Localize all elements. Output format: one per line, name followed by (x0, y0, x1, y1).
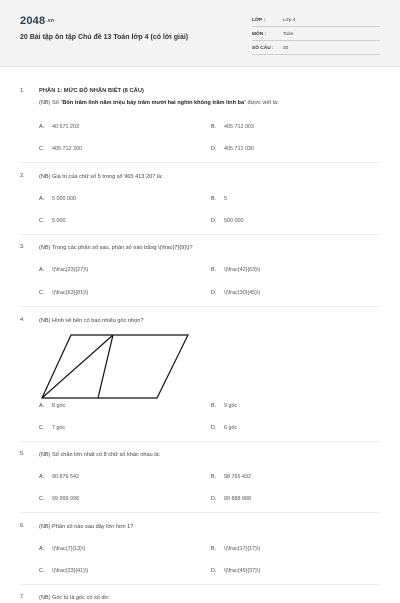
option-letter: A. (39, 267, 45, 273)
option-d[interactable] (211, 290, 260, 296)
option-a[interactable] (39, 124, 79, 130)
question-count-label: SỐ CÂU : (252, 46, 274, 51)
option-value: \(\frac{63}{81}\) (52, 290, 89, 296)
option-value: 6 góc (224, 425, 238, 431)
option-a[interactable] (39, 196, 76, 202)
question-text-suffix: ” được viết là: (244, 100, 279, 106)
option-value: 5 000 (52, 218, 66, 224)
section-title: PHẦN 1: MỨC ĐỘ NHẬN BIẾT (8 CÂU) (39, 88, 144, 94)
option-a[interactable] (39, 267, 88, 273)
option-b[interactable] (211, 196, 227, 202)
option-c[interactable] (39, 425, 65, 431)
option-value: \(\frac{30}{45}\) (224, 290, 261, 296)
divider (20, 441, 380, 442)
option-value: 99 999 998 (52, 496, 79, 502)
option-b[interactable] (211, 124, 254, 130)
option-letter: B. (211, 474, 217, 480)
option-value: 405 712 300 (52, 146, 82, 152)
option-a[interactable] (39, 403, 65, 409)
question-text: (NB) Trong các phân số sau, phân số nào bằng \(\frac{7}{9}\)? (39, 245, 193, 251)
option-c[interactable] (39, 568, 88, 574)
option-letter: B. (211, 124, 217, 130)
option-c[interactable] (39, 496, 79, 502)
option-c[interactable] (39, 218, 66, 224)
option-value: 9 góc (224, 403, 238, 409)
option-letter: C. (39, 146, 45, 152)
class-value: Lớp 4 (283, 18, 296, 23)
question-number: 1. (20, 88, 25, 94)
question-text: (NB) Hình vẽ bên có bao nhiêu góc nhọn? (39, 318, 144, 324)
option-b[interactable] (211, 474, 251, 480)
option-value: 500 000 (224, 218, 244, 224)
question-text: (NB) Góc tù là góc có số đo: (39, 595, 110, 601)
question-text-prefix: (NB) Số “ (39, 100, 63, 106)
divider (20, 512, 380, 513)
option-b[interactable] (211, 267, 260, 273)
divider (20, 162, 380, 163)
option-value: 8 góc (52, 403, 66, 409)
site-logo[interactable] (20, 15, 54, 27)
divider (20, 234, 380, 235)
question-text (39, 99, 384, 108)
option-value: 40 571 203 (52, 124, 79, 130)
option-a[interactable] (39, 474, 79, 480)
question-number: 2. (20, 173, 25, 179)
option-value: \(\frac{17}{17}\) (224, 546, 261, 552)
option-d[interactable] (211, 496, 251, 502)
option-value: \(\frac{45}{37}\) (224, 568, 261, 574)
option-d[interactable] (211, 425, 237, 431)
option-letter: D. (211, 218, 217, 224)
question-count-field (252, 43, 380, 55)
inner-line (98, 335, 113, 398)
class-label: LỚP : (252, 18, 266, 23)
option-d[interactable] (211, 146, 254, 152)
option-d[interactable] (211, 218, 244, 224)
subject-field (252, 29, 380, 41)
option-b[interactable] (211, 546, 260, 552)
option-letter: A. (39, 124, 45, 130)
option-letter: C. (39, 290, 45, 296)
question-number: 7. (20, 594, 25, 600)
option-letter: B. (211, 196, 217, 202)
question-text: (NB) Phân số nào sau đây lớn hơn 1? (39, 524, 134, 530)
question-count-value: 20 (283, 46, 289, 51)
option-letter: C. (39, 425, 45, 431)
option-value: 90 876 542 (52, 474, 79, 480)
logo-suffix: .vn (46, 18, 55, 25)
option-letter: B. (211, 267, 217, 273)
option-value: 7 góc (52, 425, 66, 431)
question-number: 4. (20, 317, 25, 323)
option-value: \(\frac{42}{63}\) (224, 267, 261, 273)
parallelogram-outline (42, 335, 188, 398)
question-number: 3. (20, 244, 25, 250)
divider (20, 584, 380, 585)
question-text: (NB) Số chẵn lớn nhất có 8 chữ số khác nhau là: (39, 452, 161, 458)
subject-value: Toán (283, 32, 294, 37)
class-field (252, 15, 380, 27)
option-letter: D. (211, 290, 217, 296)
option-a[interactable] (39, 546, 85, 552)
diagonal-line (42, 335, 113, 398)
option-letter: D. (211, 425, 217, 431)
parallelogram-figure (40, 333, 190, 403)
question-text: (NB) Giá trị của chữ số 5 trong số 965 413 207 là: (39, 174, 163, 180)
option-letter: B. (211, 546, 217, 552)
worksheet-header (0, 0, 400, 67)
option-letter: C. (39, 218, 45, 224)
option-b[interactable] (211, 403, 237, 409)
option-value: 98 765 432 (224, 474, 251, 480)
option-letter: D. (211, 146, 217, 152)
option-value: 5 000 000 (52, 196, 76, 202)
option-letter: A. (39, 403, 45, 409)
option-c[interactable] (39, 146, 82, 152)
option-letter: C. (39, 496, 45, 502)
divider (20, 306, 380, 307)
option-value: 5 (224, 196, 227, 202)
option-letter: D. (211, 568, 217, 574)
option-value: \(\frac{23}{41}\) (52, 568, 89, 574)
option-value: 88 888 888 (224, 496, 251, 502)
option-letter: A. (39, 546, 45, 552)
option-letter: A. (39, 196, 45, 202)
option-value: \(\frac{23}{27}\) (52, 267, 89, 273)
question-text-bold: Bốn trăm linh năm triệu bảy trăm mười hai nghìn không trăm linh ba (62, 100, 245, 106)
option-letter: B. (211, 403, 217, 409)
option-c[interactable] (39, 290, 88, 296)
question-number: 5. (20, 451, 25, 457)
document-title: 20 Bài tập ôn tập Chủ đề 13 Toán lớp 4 (có lời giải) (20, 34, 189, 41)
option-letter: C. (39, 568, 45, 574)
option-value: 405 712 030 (224, 146, 254, 152)
subject-label: MÔN : (252, 32, 267, 37)
option-value: 405 712 003 (224, 124, 254, 130)
option-d[interactable] (211, 568, 260, 574)
option-value: \(\frac{7}{13}\) (52, 546, 86, 552)
option-letter: A. (39, 474, 45, 480)
option-letter: D. (211, 496, 217, 502)
question-number: 6. (20, 523, 25, 529)
logo-text: 2048 (20, 15, 46, 27)
